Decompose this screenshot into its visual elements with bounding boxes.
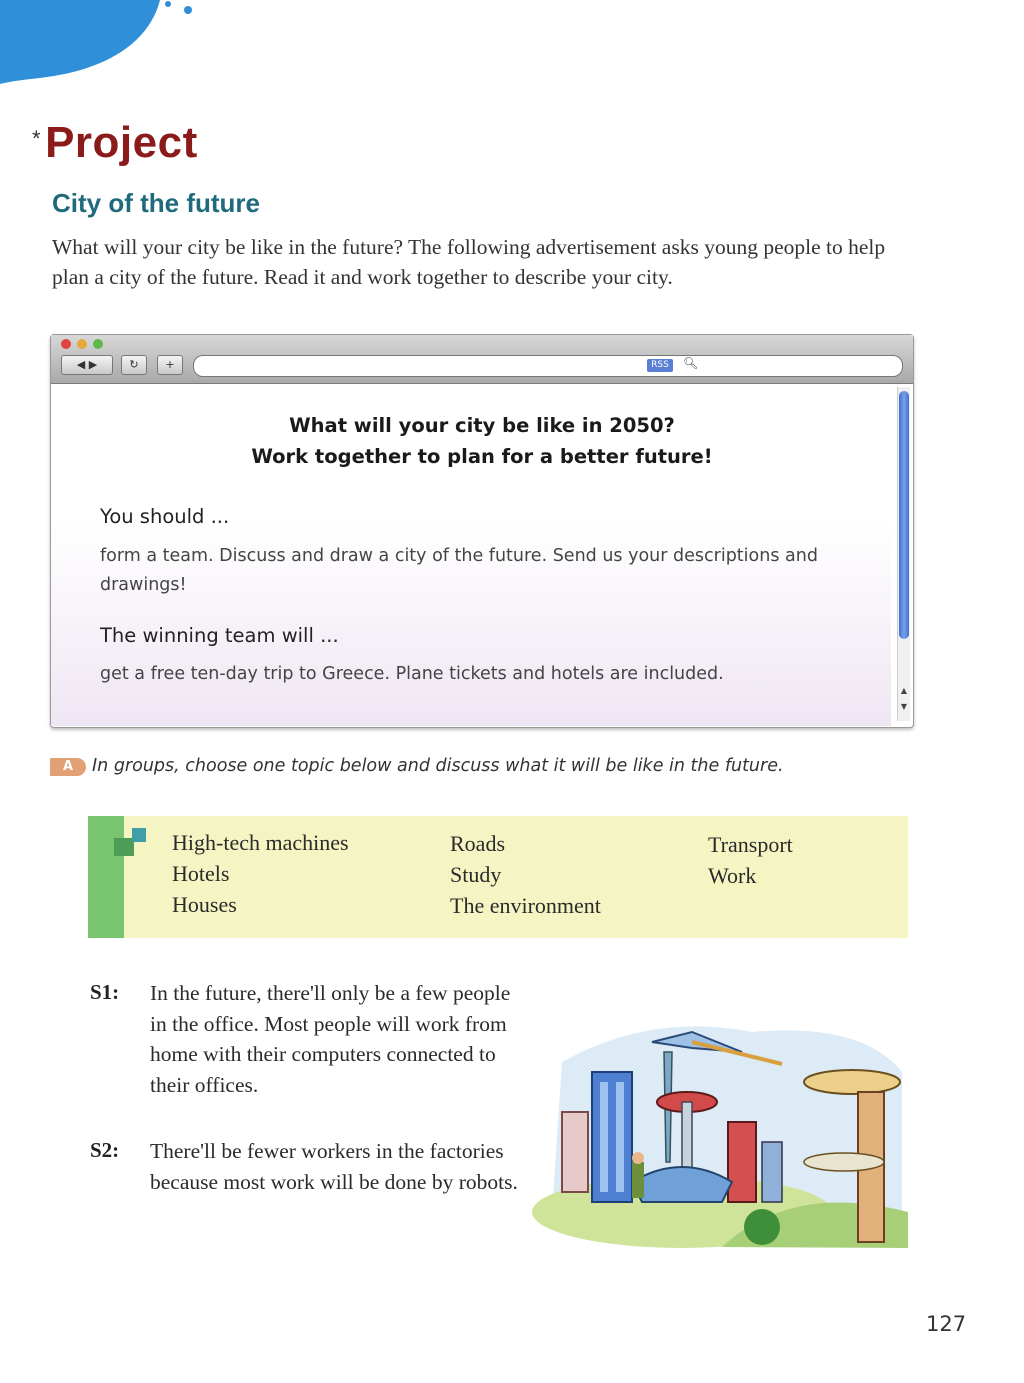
section-subheading: City of the future — [52, 188, 260, 218]
future-city-illustration — [532, 1012, 908, 1248]
address-bar[interactable] — [193, 355, 903, 377]
project-title: Project — [45, 118, 198, 167]
you-should-text: form a team. Discuss and draw a city of the future. Send us your descriptions and drawings! — [100, 546, 818, 595]
topics-accent-square — [132, 828, 146, 842]
browser-window — [50, 334, 914, 728]
project-heading — [32, 118, 198, 168]
speech-text: There'll be fewer workers in the factories because most work will be done by robots. — [150, 1139, 518, 1194]
zoom-window-icon[interactable] — [93, 339, 103, 349]
ad-title — [51, 410, 913, 472]
close-window-icon[interactable] — [61, 339, 71, 349]
search-icon[interactable]: 🔍︎ — [683, 356, 699, 370]
scrollbar-thumb[interactable] — [899, 391, 909, 639]
browser-toolbar — [51, 335, 913, 384]
task-instruction-text: In groups, choose one topic below and discuss what it will be like in the future. — [92, 756, 784, 776]
topic-item: The environment — [450, 893, 601, 918]
scroll-down-arrow-icon[interactable]: ▼ — [900, 702, 908, 711]
scrollbar[interactable] — [897, 387, 910, 721]
topics-accent-bar — [88, 816, 124, 938]
topics-box — [88, 816, 908, 938]
add-tab-icon[interactable]: + — [157, 355, 183, 375]
topic-item: Study — [450, 862, 502, 887]
scroll-up-arrow-icon[interactable]: ▲ — [900, 686, 908, 695]
corner-decoration — [0, 0, 200, 90]
task-badge: A — [50, 758, 86, 776]
back-forward-icon[interactable]: ◀ ▶ — [61, 355, 113, 375]
rss-icon[interactable]: RSS — [647, 359, 673, 372]
topic-item: High-tech machines — [172, 830, 349, 855]
reload-icon[interactable]: ↻ — [121, 355, 147, 375]
topic-item: Hotels — [172, 861, 230, 886]
winning-team-label: The winning team will ... — [100, 624, 339, 647]
minimize-window-icon[interactable] — [77, 339, 87, 349]
topic-item: Work — [708, 863, 757, 888]
browser-content — [51, 384, 891, 726]
speech-text: In the future, there'll only be a few people in the office. Most people will work from home with their computers connected to their offices. — [150, 981, 511, 1097]
task-instruction — [50, 756, 784, 776]
winning-team-text: get a free ten-day trip to Greece. Plane tickets and hotels are included. — [100, 664, 724, 684]
intro-paragraph: What will your city be like in the future? The following advertisement asks young people to help plan a city of the future. Read it and work together to describe your city. — [52, 235, 886, 289]
speaker-label: S1: — [90, 980, 120, 1004]
asterisk-marker: * — [32, 126, 42, 151]
ad-title-line-1: What will your city be like in 2050? — [289, 414, 675, 437]
topic-item: Transport — [708, 832, 793, 857]
you-should-label: You should ... — [100, 505, 230, 528]
topic-item: Roads — [450, 831, 505, 856]
ad-title-line-2: Work together to plan for a better future! — [251, 445, 713, 468]
speaker-label: S2: — [90, 1138, 120, 1162]
page-number: 127 — [926, 1312, 967, 1336]
topic-item: Houses — [172, 892, 237, 917]
topics-accent-square — [114, 838, 134, 856]
